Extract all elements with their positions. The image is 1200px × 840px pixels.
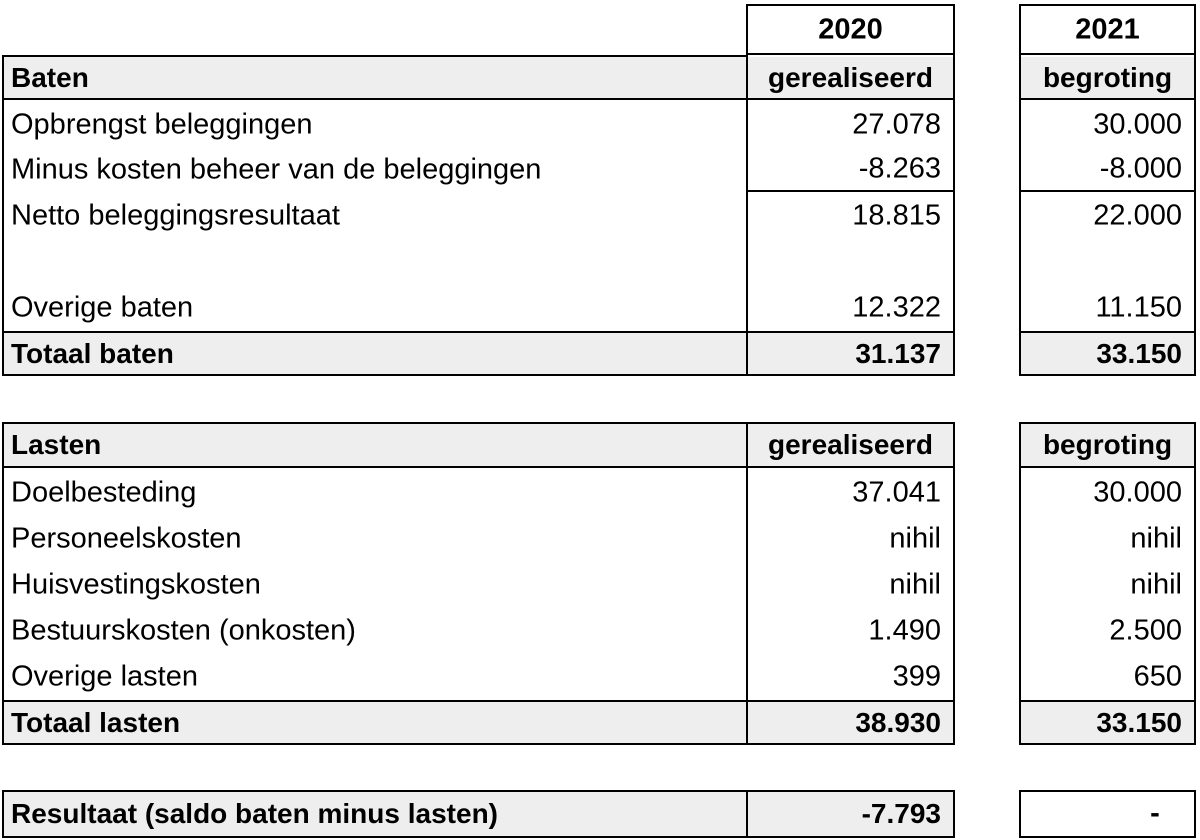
table-row [748,516,953,562]
resultaat-label-box [2,790,748,838]
table-row [1021,193,1194,239]
baten-total-row [748,331,953,374]
total-value-2020: 38.930 [855,706,941,738]
resultaat-row [4,792,746,836]
total-label: Totaal lasten [11,706,181,738]
table-row [4,654,746,700]
row-label: Personeelskosten [11,522,242,555]
value-2020: 18.815 [852,199,941,232]
value-2021: 30.000 [1093,108,1182,141]
table-row [748,562,953,608]
value-2020: 37.041 [852,476,941,509]
lasten-label-column [2,422,748,745]
table-row [4,193,746,239]
row-label: Overige lasten [11,660,198,693]
value-2020: nihil [889,568,941,601]
table-row [4,562,746,608]
table-row [748,193,953,239]
table-row [4,102,746,148]
lasten-2020-column [746,422,955,745]
total-label: Totaal baten [11,337,174,369]
resultaat-2020-box [746,790,955,838]
baten-heading-row [4,57,746,100]
table-row [1021,470,1194,516]
table-row [4,285,746,331]
table-row [1021,148,1194,192]
table-row [4,516,746,562]
lasten-heading: Lasten [11,429,102,460]
value-2020: 12.322 [852,291,941,324]
table-row [4,148,746,192]
baten-2021-column [1019,4,1196,376]
table-row [1021,516,1194,562]
baten-label-column [2,55,748,376]
value-2021: 22.000 [1093,199,1182,232]
table-row [1021,562,1194,608]
value-2021: nihil [1130,522,1182,555]
resultaat-value-2021: - [1150,797,1160,830]
column-label-budget: begroting [1042,61,1173,93]
lasten-total-row [748,700,953,743]
column-label-realized: gerealiseerd [768,429,933,460]
row-label: Huisvestingskosten [11,568,261,601]
year-2020: 2020 [818,13,883,45]
value-2020: 1.490 [868,614,941,647]
value-2021: 11.150 [1095,291,1182,324]
value-2021: nihil [1130,568,1182,601]
row-label: Overige baten [11,291,194,324]
lasten-total-row [4,700,746,743]
column-label-realized: gerealiseerd [768,61,933,93]
value-2020: 27.078 [852,108,941,141]
table-row [748,608,953,654]
value-2020: -8.263 [858,152,941,185]
value-2021: -8.000 [1099,152,1182,185]
column-header-budget [1021,424,1194,468]
table-row [748,285,953,331]
baten-heading: Baten [11,61,89,93]
baten-2020-column [746,4,955,376]
table-row [4,470,746,516]
total-value-2021: 33.150 [1096,706,1182,738]
table-row [748,102,953,148]
total-value-2020: 31.137 [855,337,941,369]
value-2021: 30.000 [1093,476,1182,509]
baten-total-row [1021,331,1194,374]
column-header-budget [1021,57,1194,100]
column-header-realized [748,424,953,468]
resultaat-row [1021,792,1194,836]
row-label: Opbrengst beleggingen [11,108,313,141]
table-row [4,608,746,654]
year-2021-header [1021,6,1194,55]
table-row [748,148,953,192]
row-label: Doelbesteding [11,476,197,509]
row-label: Minus kosten beheer van de beleggingen [11,153,542,186]
table-row [748,470,953,516]
value-2020: nihil [889,522,941,555]
resultaat-2021-box [1019,790,1196,838]
table-row [1021,285,1194,331]
table-row [1021,102,1194,148]
table-row [748,654,953,700]
table-row [1021,654,1194,700]
resultaat-value-2020: -7.793 [861,798,941,829]
lasten-2021-column [1019,422,1196,745]
year-2021: 2021 [1075,13,1140,45]
table-row [1021,608,1194,654]
row-label: Netto beleggingsresultaat [11,199,340,232]
resultaat-row [748,792,953,836]
lasten-heading-row [4,424,746,468]
value-2021: 2.500 [1109,614,1182,647]
value-2021: 650 [1133,660,1182,693]
column-label-budget: begroting [1042,429,1173,460]
row-label: Bestuurskosten (onkosten) [11,614,356,647]
total-value-2021: 33.150 [1096,337,1182,369]
resultaat-label: Resultaat (saldo baten minus lasten) [11,798,498,829]
lasten-total-row [1021,700,1194,743]
baten-total-row [4,331,746,374]
year-2020-header [748,6,953,55]
value-2020: 399 [892,660,941,693]
column-header-realized [748,57,953,100]
